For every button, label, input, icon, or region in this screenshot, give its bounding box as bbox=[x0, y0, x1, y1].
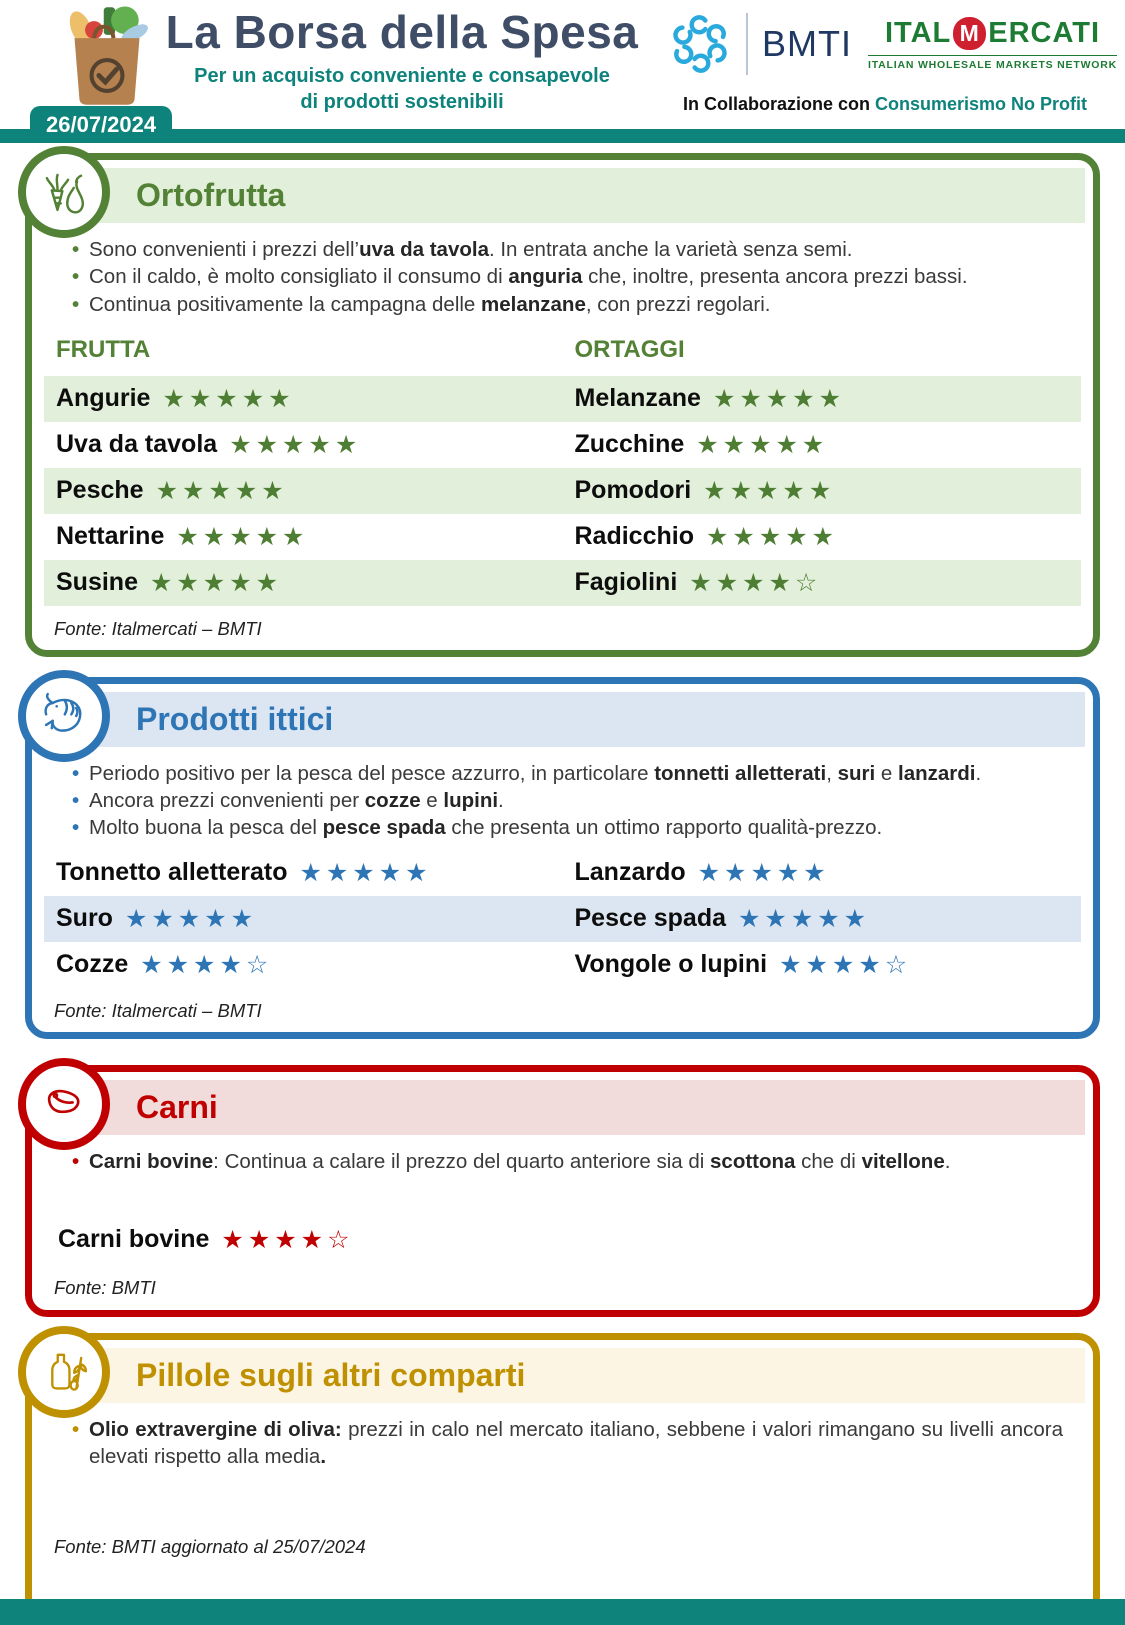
table-row bbox=[44, 468, 1081, 514]
bullet-dot: • bbox=[72, 761, 80, 785]
bullet-item bbox=[72, 236, 1067, 263]
item-name: Radicchio bbox=[574, 522, 694, 551]
item-name: Nettarine bbox=[56, 522, 165, 551]
produce-icon bbox=[18, 146, 110, 238]
item-name: Melanzane bbox=[574, 384, 701, 413]
item-name: Uva da tavola bbox=[56, 430, 218, 459]
page-header bbox=[0, 0, 1125, 143]
table-row bbox=[44, 896, 1081, 942]
bullet-text: Ancora prezzi convenienti per cozze e lupini. bbox=[89, 789, 504, 812]
bullet-dot: • bbox=[72, 789, 80, 812]
ittici-bullets bbox=[72, 760, 1067, 842]
section-title-pillole: Pillole sugli altri comparti bbox=[90, 1348, 1085, 1403]
bullet-text: Sono convenienti i prezzi dell’uva da tavola. In entrata anche la varietà senza semi. bbox=[89, 238, 853, 261]
star-rating: ★★★★★ bbox=[697, 858, 830, 887]
bullet-dot: • bbox=[72, 292, 80, 316]
bullet-text: Continua positivamente la campagna delle melanzane, con prezzi regolari. bbox=[89, 292, 771, 316]
section-ortofrutta bbox=[25, 153, 1100, 657]
star-rating: ★★★★★ bbox=[124, 904, 258, 933]
star-rating: ★★★★★ bbox=[696, 430, 829, 459]
section-prodotti-ittici bbox=[25, 677, 1100, 1039]
fonte-note: Fonte: BMTI aggiornato al 25/07/2024 bbox=[54, 1536, 366, 1557]
column-header-frutta: FRUTTA bbox=[56, 335, 151, 363]
bullet-dot: • bbox=[72, 238, 80, 261]
produce-table-header bbox=[44, 326, 1081, 376]
section-pillole bbox=[25, 1333, 1100, 1619]
subtitle-line1: Per un acquisto conveniente e consapevole bbox=[194, 65, 610, 88]
italmercati-tagline: ITALIAN WHOLESALE MARKETS NETWORK bbox=[868, 55, 1117, 71]
partner-logos bbox=[668, 12, 1117, 76]
bullet-item bbox=[72, 263, 1067, 290]
date-badge: 26/07/2024 bbox=[30, 106, 172, 143]
table-row bbox=[44, 422, 1081, 468]
italmercati-pre: ITAL bbox=[884, 17, 952, 49]
item-name: Pesce spada bbox=[574, 904, 726, 932]
item-name: Suro bbox=[56, 904, 113, 932]
bullet-text: Periodo positivo per la pesca del pesce azzurro, in particolare tonnetti alletterati, suri e lanzardi. bbox=[89, 761, 982, 785]
bullet-item bbox=[72, 814, 1067, 841]
item-name: Cozze bbox=[56, 950, 129, 978]
star-rating: ★★★★★ bbox=[712, 384, 845, 413]
item-name: Zucchine bbox=[574, 430, 685, 459]
bullet-dot: • bbox=[72, 1417, 80, 1441]
item-name: Angurie bbox=[56, 384, 151, 413]
title-block bbox=[162, 8, 642, 115]
ortofrutta-bullets bbox=[72, 236, 1067, 318]
bmti-wordmark: BMTI bbox=[762, 23, 852, 64]
item-name: Pesche bbox=[56, 476, 144, 505]
fish-table bbox=[44, 850, 1081, 988]
column-header-ortaggi: ORTAGGI bbox=[574, 335, 685, 363]
bmti-logo bbox=[668, 12, 852, 76]
bullet-item bbox=[72, 787, 1067, 814]
page-title: La Borsa della Spesa bbox=[165, 6, 639, 58]
bullet-text: Olio extravergine di oliva: prezzi in calo nel mercato italiano, sebbene i valori rimangano su livelli ancora elevati rispetto alla media. bbox=[89, 1417, 1063, 1468]
italmercati-wordmark bbox=[885, 17, 1100, 50]
bullet-dot: • bbox=[72, 816, 80, 840]
table-row bbox=[44, 514, 1081, 560]
bullet-item bbox=[72, 760, 1067, 787]
shopping-bag-icon bbox=[52, 4, 162, 108]
bullet-item bbox=[72, 1416, 1067, 1471]
bullet-text: Molto buona la pesca del pesce spada che presenta un ottimo rapporto qualità-prezzo. bbox=[89, 816, 883, 840]
table-row bbox=[44, 942, 1081, 988]
item-name: Susine bbox=[56, 568, 138, 597]
item-name: Lanzardo bbox=[574, 858, 686, 886]
italmercati-post: ERCATI bbox=[988, 17, 1101, 49]
item-name: Fagiolini bbox=[574, 568, 678, 597]
star-rating: ★★★★★ bbox=[705, 522, 839, 551]
fonte-note: Fonte: Italmercati – BMTI bbox=[54, 999, 262, 1021]
star-rating: ★★★★★ bbox=[229, 430, 362, 459]
bullet-item bbox=[72, 1148, 1067, 1175]
star-rating: ★★★★☆ bbox=[221, 1225, 354, 1254]
section-title-prodotti-ittici: Prodotti ittici bbox=[90, 692, 1085, 747]
italmercati-logo bbox=[868, 17, 1117, 71]
subtitle-line2: di prodotti sostenibili bbox=[300, 91, 504, 114]
bullet-dot: • bbox=[72, 1149, 80, 1173]
star-rating: ★★★★★ bbox=[155, 476, 288, 505]
carni-bullets bbox=[72, 1148, 1067, 1175]
section-title-carni: Carni bbox=[90, 1080, 1085, 1135]
collab-partner: Consumerismo No Profit bbox=[875, 94, 1088, 114]
bullet-item bbox=[72, 291, 1067, 318]
item-name: Carni bovine bbox=[58, 1225, 210, 1254]
bottle-wheat-icon bbox=[18, 1326, 110, 1418]
star-rating: ★★★★★ bbox=[176, 522, 309, 551]
item-name: Tonnetto alletterato bbox=[56, 858, 288, 886]
produce-table bbox=[44, 326, 1081, 606]
bmti-swirl-icon bbox=[668, 12, 732, 76]
carni-rating-row bbox=[58, 1225, 1093, 1255]
bullet-text: Carni bovine: Continua a calare il prezzo del quarto anteriore sia di scottona che di vitellone. bbox=[89, 1149, 951, 1173]
meat-icon bbox=[18, 1058, 110, 1150]
item-name: Vongole o lupini bbox=[574, 950, 768, 978]
section-title-ortofrutta: Ortofrutta bbox=[90, 168, 1085, 223]
page-subtitle bbox=[162, 63, 642, 115]
italmercati-m-icon: M bbox=[953, 17, 986, 50]
star-rating: ★★★★★ bbox=[149, 568, 283, 597]
logo-divider bbox=[746, 13, 748, 75]
item-name: Pomodori bbox=[574, 476, 692, 505]
star-rating: ★★★★★ bbox=[162, 384, 295, 413]
star-rating: ★★★★☆ bbox=[689, 568, 822, 597]
table-row bbox=[44, 850, 1081, 896]
collab-prefix: In Collaborazione con bbox=[683, 94, 876, 114]
pillole-bullets bbox=[72, 1416, 1067, 1471]
bullet-text: Con il caldo, è molto consigliato il consumo di anguria che, inoltre, presenta ancora prezzi bassi. bbox=[89, 265, 968, 289]
bullet-dot: • bbox=[72, 265, 80, 289]
star-rating: ★★★★☆ bbox=[779, 950, 912, 979]
fonte-note: Fonte: BMTI bbox=[54, 1276, 156, 1298]
table-row bbox=[44, 560, 1081, 606]
collaboration-line bbox=[683, 94, 1087, 115]
star-rating: ★★★★★ bbox=[738, 904, 871, 933]
star-rating: ★★★★★ bbox=[703, 476, 836, 505]
section-carni bbox=[25, 1065, 1100, 1317]
footer-bar bbox=[0, 1599, 1125, 1625]
star-rating: ★★★★☆ bbox=[140, 950, 273, 979]
table-row bbox=[44, 376, 1081, 422]
star-rating: ★★★★★ bbox=[299, 858, 432, 887]
fonte-note: Fonte: Italmercati – BMTI bbox=[54, 617, 262, 639]
shrimp-icon bbox=[18, 670, 110, 762]
